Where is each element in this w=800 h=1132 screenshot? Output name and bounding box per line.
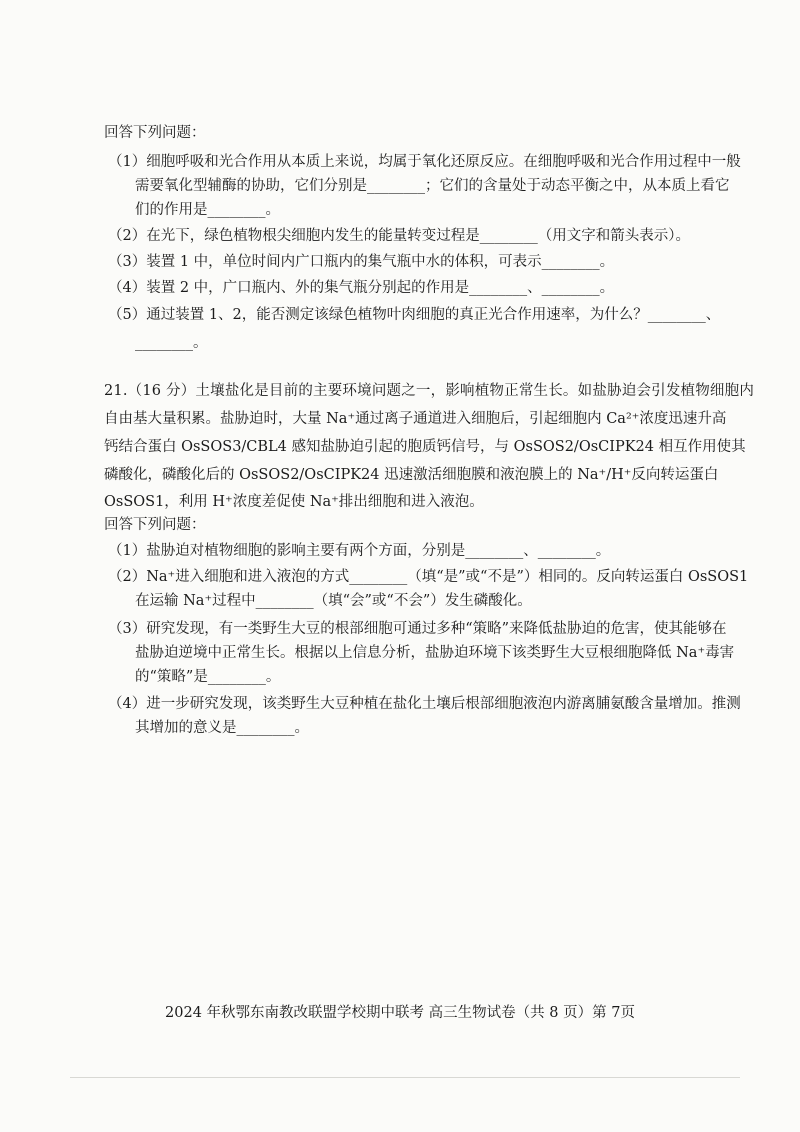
q20-4: （4）装置 2 中，广口瓶内、外的集气瓶分别起的作用是________、________。 [108,280,615,296]
q20-5-line2: ________。 [135,335,208,351]
q21-4-line1: （4）进一步研究发现，该类野生大豆种植在盐化土壤后根部细胞液泡内游离脯氨酸含量增加。推测 [108,696,741,712]
q20-1-line1: （1）细胞呼吸和光合作用从本质上来说，均属于氧化还原反应。在细胞呼吸和光合作用过程中一般 [108,154,741,170]
q21-2-line1: （2）Na⁺进入细胞和进入液泡的方式________（填“是”或“不是”）相同的。反向转运蛋白 OsSOS1 [108,569,749,585]
page-footer: 2024 年秋鄂东南教改联盟学校期中联考 高三生物试卷（共 8 页）第 7页 [165,1005,635,1021]
q21-3-line1: （3）研究发现，有一类野生大豆的根部细胞可通过多种“策略”来降低盐胁迫的危害，使其能够在 [108,621,727,637]
q21-1: （1）盐胁迫对植物细胞的影响主要有两个方面，分别是________、________。 [108,543,611,559]
q20-1-line2: 需要氧化型辅酶的协助，它们分别是________；它们的含量处于动态平衡之中，从本质上看它 [135,178,730,194]
q21-2-line2: 在运输 Na⁺过程中________（填“会”或“不会”）发生磷酸化。 [135,593,532,609]
footer-divider [70,1077,740,1078]
q21-intro-line5: OsSOS1，利用 H⁺浓度差促使 Na⁺排出细胞和进入液泡。 [104,494,484,510]
q21-intro-line1: 21.（16 分）土壤盐化是目前的主要环境问题之一，影响植物正常生长。如盐胁迫会引发植物细胞内 [104,383,755,399]
q20-5-line1: （5）通过装置 1、2，能否测定该绿色植物叶肉细胞的真正光合作用速率，为什么？________、 [108,307,721,323]
answer-heading-20: 回答下列问题： [104,125,206,141]
q20-3: （3）装置 1 中，单位时间内广口瓶内的集气瓶中水的体积，可表示________。 [108,254,615,270]
answer-heading-21: 回答下列问题： [104,517,206,533]
q20-1-line3: 们的作用是________。 [135,202,280,218]
q21-intro-line4: 磷酸化，磷酸化后的 OsSOS2/OsCIPK24 迅速激活细胞膜和液泡膜上的 Na⁺/H⁺反向转运蛋白 [104,467,719,483]
q21-intro-line3: 钙结合蛋白 OsSOS3/CBL4 感知盐胁迫引起的胞质钙信号，与 OsSOS2/OsCIPK24 相互作用使其 [104,439,746,455]
q21-4-line2: 其增加的意义是________。 [135,720,309,736]
q21-3-line3: 的“策略”是________。 [135,669,281,685]
q21-3-line2: 盐胁迫逆境中正常生长。根据以上信息分析，盐胁迫环境下该类野生大豆根细胞降低 Na⁺毒害 [135,645,735,661]
q21-intro-line2: 自由基大量积累。盐胁迫时，大量 Na⁺通过离子通道进入细胞后，引起细胞内 Ca²⁺浓度迅速升高 [104,411,727,427]
q20-2: （2）在光下，绿色植物根尖细胞内发生的能量转变过程是________（用文字和箭头表示）。 [108,228,690,244]
